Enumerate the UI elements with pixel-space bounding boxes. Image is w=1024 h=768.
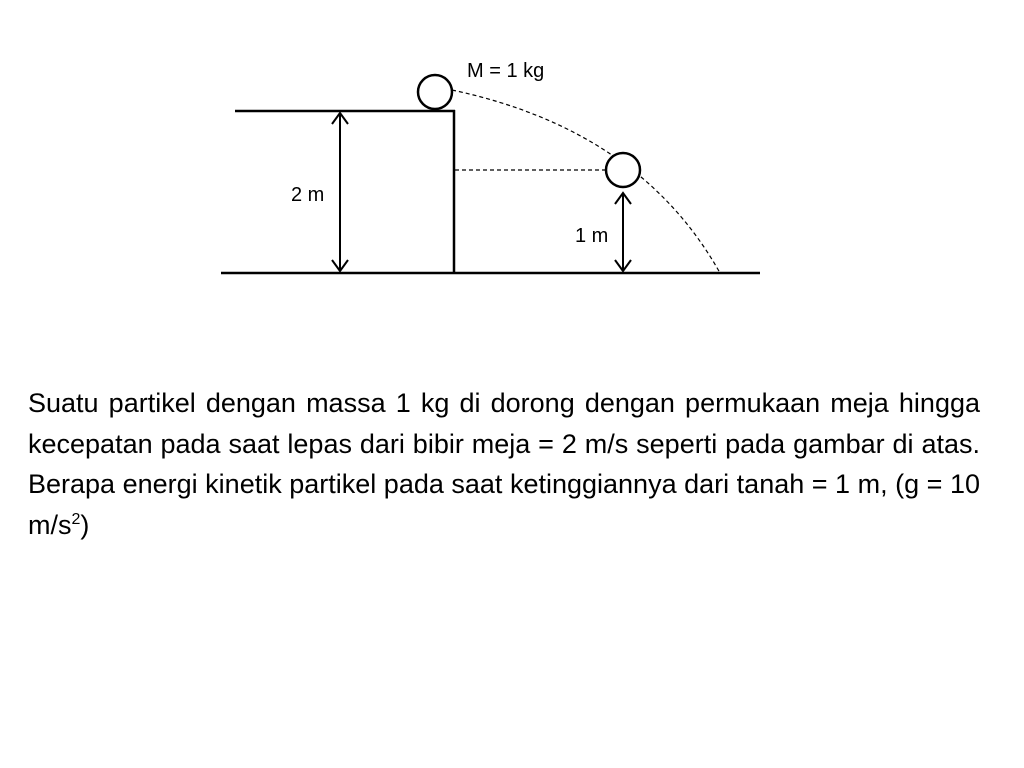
exponent: 2 xyxy=(71,510,81,528)
ball-height-label: 1 m xyxy=(575,225,609,247)
problem-statement xyxy=(28,383,980,545)
ball-height-arrow xyxy=(615,193,631,271)
closing-paren: ) xyxy=(80,509,90,540)
problem-text: Suatu partikel dengan massa 1 kg di dorong dengan permukaan meja hingga kecepatan pada saat lepas dari bibir meja = 2 m/s seperti pada gambar di atas. Berapa energi kinetik partikel pada saat ketinggiannya dari tanah = 1 m, (g = 10 m/s xyxy=(28,388,980,540)
table-height-arrow xyxy=(332,113,348,271)
mass-label: M = 1 kg xyxy=(467,60,545,82)
projectile-diagram xyxy=(0,0,1024,300)
table-height-label: 2 m xyxy=(291,184,325,206)
ball-initial xyxy=(418,75,452,109)
ball-in-flight xyxy=(606,153,640,187)
